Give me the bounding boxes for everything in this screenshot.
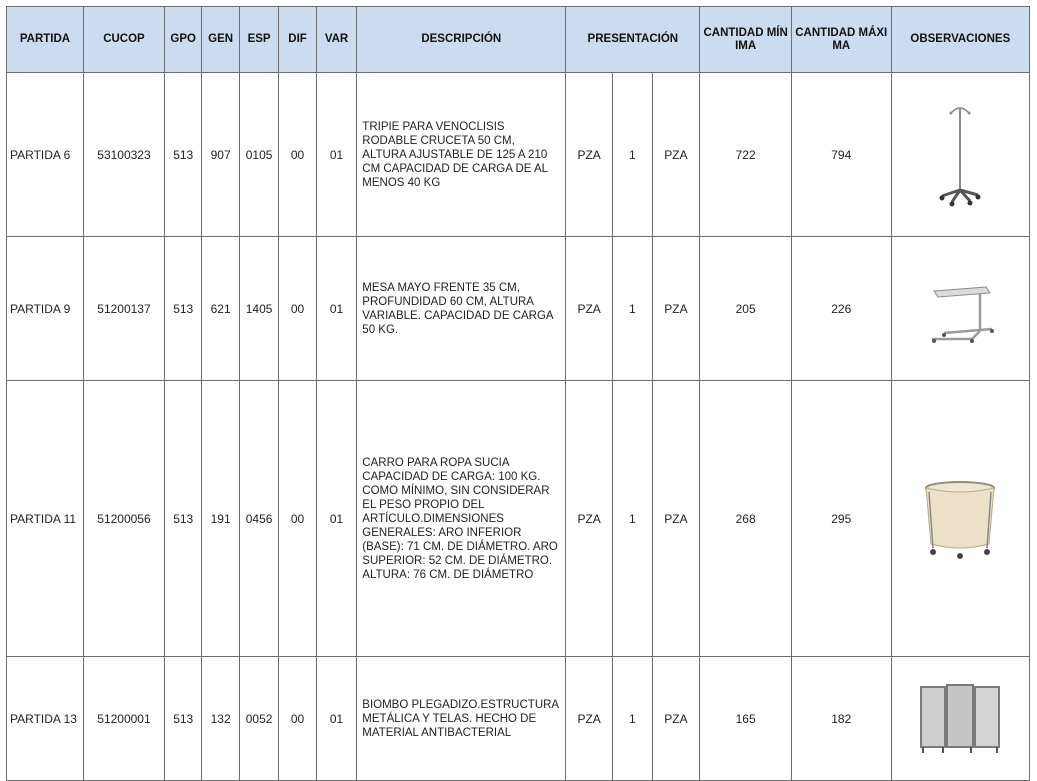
header-presentacion: PRESENTACIÓN [566,7,700,73]
cell-partida: PARTIDA 13 [7,657,84,781]
cell-cucop: 51200056 [83,381,164,657]
cell-observaciones [891,381,1029,657]
header-cucop: CUCOP [83,7,164,73]
table-row [7,73,1030,237]
cell-var: 01 [316,237,357,381]
cell-unidad: PZA [566,657,613,781]
cell-cantidad-presentacion: 1 [613,381,653,657]
cell-cucop: 51200001 [83,657,164,781]
cell-descripcion: TRIPIE PARA VENOCLISIS RODABLE CRUCETA 50 CM, ALTURA AJUSTABLE DE 125 A 210 CM CAPACIDAD DE CARGA DE AL MENOS 40 KG [357,73,566,237]
header-var: VAR [316,7,357,73]
cell-cantidad-maxima: 295 [791,381,891,657]
cell-cantidad-minima: 268 [700,381,791,657]
cell-esp: 0052 [239,657,279,781]
cell-dif: 00 [279,73,316,237]
cell-gen: 907 [202,73,239,237]
header-descripcion: DESCRIPCIÓN [357,7,566,73]
cell-observaciones [891,237,1029,381]
cell-cucop: 53100323 [83,73,164,237]
header-partida: PARTIDA [7,7,84,73]
iv-stand-icon [930,100,990,210]
cell-cantidad-maxima: 794 [791,73,891,237]
cell-descripcion: MESA MAYO FRENTE 35 CM, PROFUNDIDAD 60 CM, ALTURA VARIABLE. CAPACIDAD DE CARGA 50 KG. [357,237,566,381]
cell-cantidad-minima: 165 [700,657,791,781]
cell-cantidad-presentacion: 1 [613,237,653,381]
cell-gen: 132 [202,657,239,781]
header-row [7,7,1030,73]
cell-cantidad-maxima: 226 [791,237,891,381]
cell-gpo: 513 [165,73,202,237]
cell-descripcion: BIOMBO PLEGADIZO.ESTRUCTURA METÁLICA Y TELAS. HECHO DE MATERIAL ANTIBACTERIAL [357,657,566,781]
cell-gpo: 513 [165,237,202,381]
cell-gpo: 513 [165,381,202,657]
cell-unidad-presentacion: PZA [652,73,700,237]
laundry-cart-icon [917,474,1003,564]
table-row [7,381,1030,657]
cell-cucop: 51200137 [83,237,164,381]
cell-unidad: PZA [566,237,613,381]
cell-unidad-presentacion: PZA [652,381,700,657]
cell-gpo: 513 [165,657,202,781]
header-gpo: GPO [165,7,202,73]
cell-dif: 00 [279,381,316,657]
cell-dif: 00 [279,237,316,381]
cell-partida: PARTIDA 6 [7,73,84,237]
folding-screen-icon [915,679,1005,759]
cell-dif: 00 [279,657,316,781]
cell-unidad: PZA [566,73,613,237]
header-cantidad-minima: CANTIDAD MÍNIMA [700,7,791,73]
table-row [7,657,1030,781]
table-row [7,237,1030,381]
cell-partida: PARTIDA 9 [7,237,84,381]
cell-var: 01 [316,381,357,657]
cell-partida: PARTIDA 11 [7,381,84,657]
cell-esp: 0105 [239,73,279,237]
cell-esp: 1405 [239,237,279,381]
cell-var: 01 [316,73,357,237]
cell-unidad-presentacion: PZA [652,237,700,381]
mayo-table-icon [920,269,1000,349]
cell-var: 01 [316,657,357,781]
cell-descripcion: CARRO PARA ROPA SUCIA CAPACIDAD DE CARGA: 100 KG. COMO MÍNIMO, SIN CONSIDERAR EL PESO PROPIO DEL ARTÍCULO.DIMENSIONES GENERALES: ARO INFERIOR (BASE): 71 CM. DE DIÁMETRO. ARO SUPERIOR: 52 CM. DE DIÁMETRO. ALTURA: 76 CM. DE DIÁMETRO [357,381,566,657]
cell-esp: 0456 [239,381,279,657]
header-dif: DIF [279,7,316,73]
header-observaciones: OBSERVACIONES [891,7,1029,73]
cell-cantidad-presentacion: 1 [613,657,653,781]
partidas-table [6,6,1030,781]
header-cantidad-maxima: CANTIDAD MÁXIMA [791,7,891,73]
cell-observaciones [891,73,1029,237]
cell-cantidad-minima: 205 [700,237,791,381]
cell-unidad: PZA [566,381,613,657]
header-gen: GEN [202,7,239,73]
cell-observaciones [891,657,1029,781]
header-esp: ESP [239,7,279,73]
cell-unidad-presentacion: PZA [652,657,700,781]
cell-cantidad-maxima: 182 [791,657,891,781]
cell-gen: 621 [202,237,239,381]
cell-cantidad-minima: 722 [700,73,791,237]
cell-cantidad-presentacion: 1 [613,73,653,237]
cell-gen: 191 [202,381,239,657]
